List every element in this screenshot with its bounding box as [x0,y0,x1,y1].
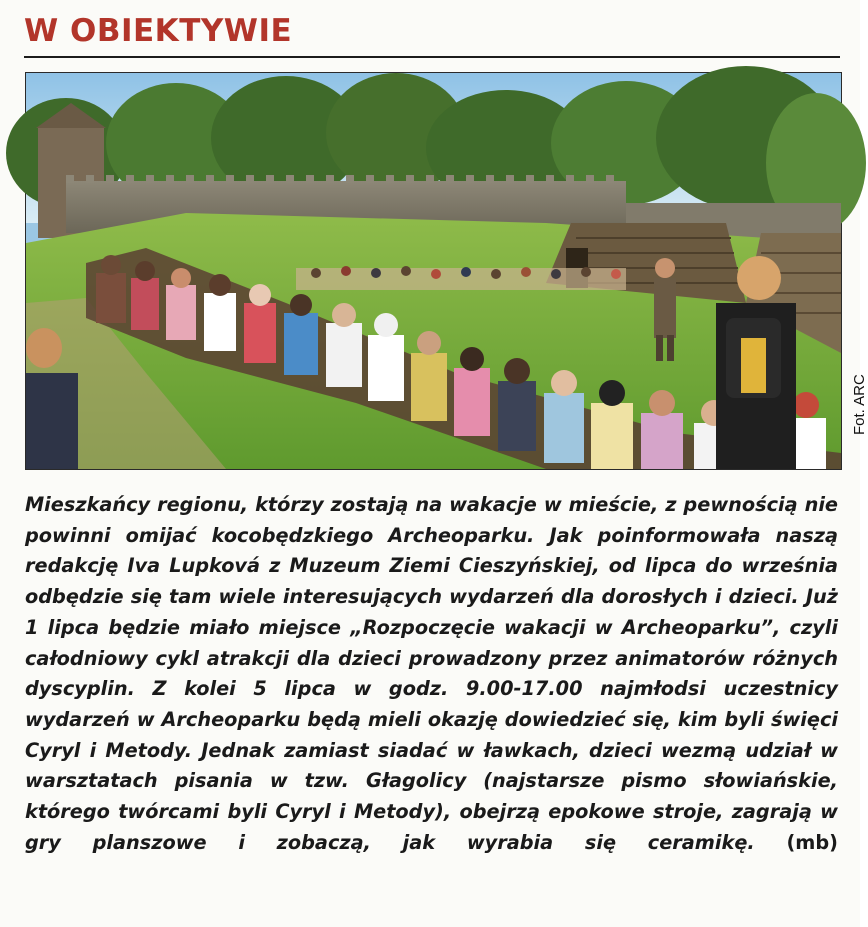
article-text: Mieszkańcy regionu, którzy zostają na wakacje w mieście, z pewnością nie powinni omijać kocobędzkiego Archeoparku. Jak poinformowała naszą redakcję Iva Lupková z Muzeum Ziemi Cieszyńskiej, od lipca do września odbędzie się tam wiele interesujących wydarzeń dla dorosłych i dzieci. Już 1 lipca będzie miało miejsce „Rozpoczęcie wakacji w Archeoparku”, czyli całodniowy cykl atrakcji dla dzieci prowadzony przez animatorów różnych dyscyplin. Z kolei 5 lipca w godz. 9.00-17.00 najmłodsi uczestnicy wydarzeń w Archeoparku będą mieli okazję dowiedzieć się, kim byli święci Cyryl i Metody. Jednak zamiast siadać w ławkach, dzieci wezmą udział w warsztatach pisania w tzw. Głagolicy (najstarsze pismo słowiańskie, którego twórcami byli Cyryl i Metody), obejrzą epokowe stroje, zagrają w gry planszowe i zobaczą, jak wyrabia się ceramikę. [25,493,838,854]
photo-credit: Fot. ARC [851,374,868,435]
article-byline: (mb) [786,830,838,854]
article-photo [25,72,842,470]
photo-archeopark-icon [26,73,841,469]
section-title: W OBIEKTYWIE [24,13,293,49]
article-body [25,490,838,858]
title-rule [24,56,840,58]
